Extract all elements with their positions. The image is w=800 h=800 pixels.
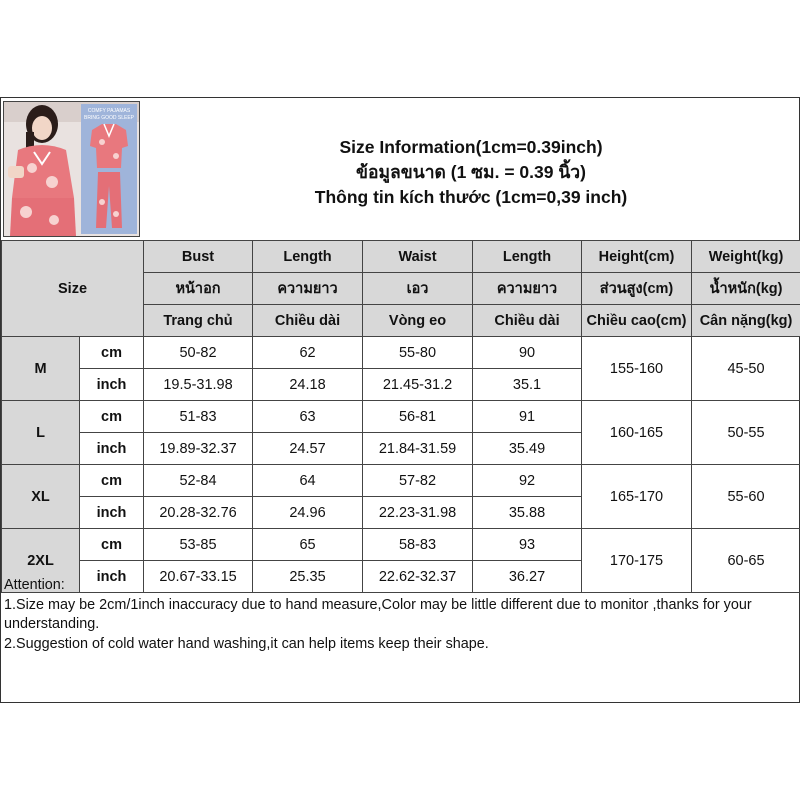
table-row [2,529,800,561]
pant-length-value: 91 [473,401,582,433]
size-chart-sheet [0,97,800,703]
waist-value: 22.62-32.37 [363,561,473,593]
table-row [2,465,800,497]
product-photo [3,101,140,237]
bust-value: 19.5-31.98 [144,369,253,401]
length-value: 24.18 [253,369,363,401]
weight-value: 45-50 [692,337,800,401]
size-name: XL [2,465,80,529]
col-height-en: Height(cm) [582,241,692,273]
col-weight-th: น้ำหนัก(kg) [692,273,800,305]
unit-label: cm [80,401,144,433]
size-name: L [2,401,80,465]
attention-note-2: 2.Suggestion of cold water hand washing,it can help items keep their shape. [4,635,489,652]
col-height-vi: Chiều cao(cm) [582,305,692,337]
waist-value: 57-82 [363,465,473,497]
col-bust-en: Bust [144,241,253,273]
col-waist-en: Waist [363,241,473,273]
size-name: 2XL [2,529,80,593]
waist-value: 55-80 [363,337,473,369]
col-pant-length-en: Length [473,241,582,273]
length-value: 24.96 [253,497,363,529]
bust-value: 51-83 [144,401,253,433]
pant-length-value: 35.1 [473,369,582,401]
bust-value: 20.67-33.15 [144,561,253,593]
length-value: 62 [253,337,363,369]
chart-header [1,98,799,241]
height-value: 155-160 [582,337,692,401]
waist-value: 21.84-31.59 [363,433,473,465]
col-weight-vi: Cân nặng(kg) [692,305,800,337]
col-height-th: ส่วนสูง(cm) [582,273,692,305]
pant-length-value: 35.49 [473,433,582,465]
unit-label: inch [80,561,144,593]
bust-value: 20.28-32.76 [144,497,253,529]
title-thai: ข้อมูลขนาด (1 ซม. = 0.39 นิ้ว) [356,161,586,182]
col-waist-vi: Vòng eo [363,305,473,337]
height-value: 170-175 [582,529,692,593]
banner-text-line2: BRING GOOD SLEEP [83,115,135,121]
chart-titles [143,98,799,240]
length-value: 25.35 [253,561,363,593]
col-length-th: ความยาว [253,273,363,305]
waist-value: 22.23-31.98 [363,497,473,529]
height-value: 160-165 [582,401,692,465]
size-table [1,240,800,593]
length-value: 24.57 [253,433,363,465]
attention-notes [1,574,797,656]
waist-value: 56-81 [363,401,473,433]
length-value: 63 [253,401,363,433]
bust-value: 52-84 [144,465,253,497]
table-row [2,337,800,369]
unit-label: inch [80,433,144,465]
table-row [2,401,800,433]
col-waist-th: เอว [363,273,473,305]
pant-length-value: 93 [473,529,582,561]
bust-value: 53-85 [144,529,253,561]
weight-value: 55-60 [692,465,800,529]
col-weight-en: Weight(kg) [692,241,800,273]
attention-title: Attention: [4,577,65,593]
pant-length-value: 92 [473,465,582,497]
col-pant-length-vi: Chiều dài [473,305,582,337]
bust-value: 19.89-32.37 [144,433,253,465]
bust-value: 50-82 [144,337,253,369]
unit-label: inch [80,497,144,529]
unit-label: cm [80,465,144,497]
pant-length-value: 90 [473,337,582,369]
unit-label: cm [80,337,144,369]
size-name: M [2,337,80,401]
length-value: 65 [253,529,363,561]
col-bust-th: หน้าอก [144,273,253,305]
pant-length-value: 35.88 [473,497,582,529]
pajama-model-image [4,102,139,236]
col-pant-length-th: ความยาว [473,273,582,305]
col-bust-vi: Trang chủ [144,305,253,337]
unit-label: inch [80,369,144,401]
waist-value: 58-83 [363,529,473,561]
attention-note-1: 1.Size may be 2cm/1inch inaccuracy due to hand measure,Color may be little different due to monitor ,thanks for your understanding. [4,596,752,632]
weight-value: 50-55 [692,401,800,465]
col-length-en: Length [253,241,363,273]
col-length-vi: Chiều dài [253,305,363,337]
banner-text-line1: COMFY PAJAMAS [87,108,131,114]
weight-value: 60-65 [692,529,800,593]
unit-label: cm [80,529,144,561]
waist-value: 21.45-31.2 [363,369,473,401]
title-vietnamese: Thông tin kích thước (1cm=0,39 inch) [314,186,628,207]
height-value: 165-170 [582,465,692,529]
title-english: Size Information(1cm=0.39inch) [339,136,603,157]
size-header: Size [2,241,144,337]
length-value: 64 [253,465,363,497]
pant-length-value: 36.27 [473,561,582,593]
